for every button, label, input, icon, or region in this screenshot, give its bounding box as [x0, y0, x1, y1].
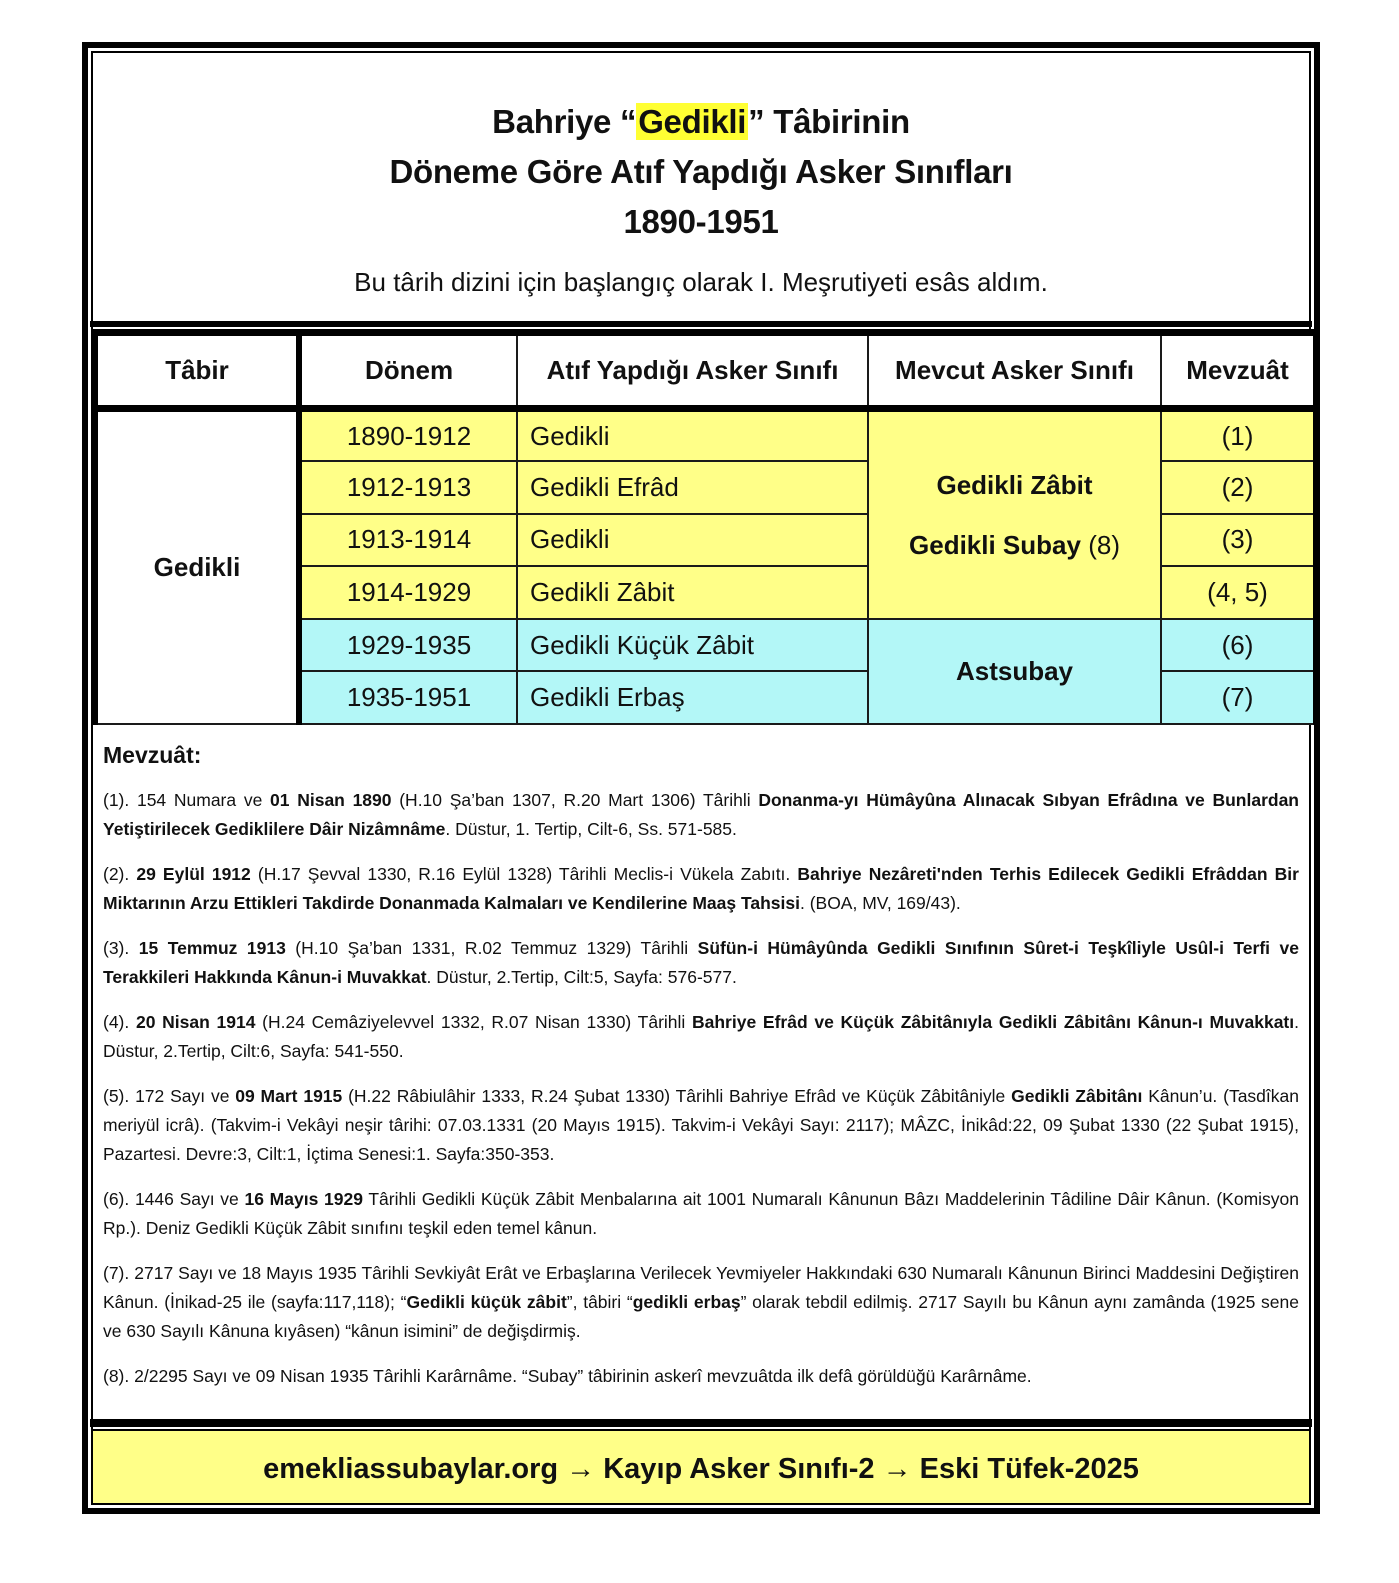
note-bold-text: Bahriye Efrâd ve Küçük Zâbitânıyla Gedikli Zâbitânı Kânun-ı Muvakkatı: [692, 1012, 1295, 1032]
atif-cell: Gedikli Erbaş: [517, 671, 868, 724]
header-donem: Dönem: [299, 333, 517, 409]
note-bold-text: Donanma-yı Hümâyûna Alınacak Sıbyan Efrâdına ve Bunlardan Yetiştirilecek Gediklilere Dâir Nizâmnâme: [103, 790, 1299, 839]
header-divider: [90, 321, 1312, 327]
note-text: . (BOA, MV, 169/43).: [799, 893, 961, 913]
note-item: [103, 934, 1299, 992]
title-highlight: Gedikli: [638, 103, 747, 140]
note-bold-text: Gedikli Zâbitânı: [1011, 1086, 1143, 1106]
title-line-1: [93, 97, 1309, 147]
donem-cell: 1912-1913: [299, 461, 517, 514]
note-text: (8). 2/2295 Sayı ve 09 Nisan 1935 Târihli Karârnâme. “Subay” tâbirinin askerî mevzuâtda ilk defâ görüldüğü Karârnâme.: [103, 1366, 1032, 1386]
atif-cell: Gedikli Efrâd: [517, 461, 868, 514]
mevcut-cell-group2: Astsubay: [868, 619, 1161, 724]
atif-cell: Gedikli Zâbit: [517, 566, 868, 619]
table-row: [95, 409, 1315, 462]
header-mevzuat: Mevzuât: [1161, 333, 1315, 409]
subtitle: Bu târih dizini için başlangıç olarak I. Meşrutiyeti esâs aldım.: [354, 267, 1048, 297]
note-item: [103, 1185, 1299, 1243]
table-wrapper: [92, 329, 1310, 725]
note-item: [103, 860, 1299, 918]
mevcut-gedikli-subay: [881, 515, 1148, 575]
donem-cell: 1929-1935: [299, 619, 517, 672]
note-bold-text: 16 Mayıs 1929: [244, 1189, 363, 1209]
note-text: . Düstur, 1. Tertip, Cilt-6, Ss. 571-585.: [445, 819, 737, 839]
note-item: [103, 1008, 1299, 1066]
document-frame: [82, 42, 1320, 1514]
note-item: [103, 1259, 1299, 1346]
title-suffix: ” Tâbirinin: [748, 103, 910, 140]
note-text: Târihli Gedikli Küçük Zâbit Menbalarına ait 1001 Numaralı Kânunun Bâzı Maddelerinin Tâdiline Dâir Kânun. (Komisyon Rp.). Deniz Gedikli Küçük Zâbit sınıfını teşkil eden temel kânun.: [103, 1189, 1300, 1238]
note-bold-text: gedikli erbaş: [632, 1292, 741, 1312]
note-item: [103, 786, 1299, 844]
donem-cell: 1935-1951: [299, 671, 517, 724]
donem-cell: 1890-1912: [299, 409, 517, 462]
note-bold-text: 20 Nisan 1914: [135, 1012, 256, 1032]
note-text: Kânun’u. (Tasdîkan meriyül icrâ). (Takvim-i Vekâyi neşir târihi: 07.03.1331 (20 Mayıs 1915). Takvim-i Vekâyi Sayı: 2117); MÂZC, İnikâd:22, 09 Şubat 1330 (22 Şubat 1915), Pazartesi. Devre:3, Cilt:1, İçtima Senesi:1. Sayfa:350-353.: [103, 1086, 1299, 1164]
atif-cell: Gedikli Küçük Zâbit: [517, 619, 868, 672]
note-text: (6). 1446 Sayı ve: [103, 1189, 245, 1209]
note-text: (H.17 Şevval 1330, R.16 Eylül 1328) Târihli Meclis-i Vükela Zabıtı.: [250, 864, 798, 884]
document-header: [93, 53, 1309, 321]
mevzuat-cell: (1): [1161, 409, 1315, 462]
note-bold-text: Süfün-i Hümâyûnda Gedikli Sınıfının Sûret-i Teşkîliyle Usûl-i Terfi ve Terakkileri Hakkında Kânun-i Muvakkat: [103, 938, 1299, 987]
note-text: ” olarak tebdil edilmiş. 2717 Sayılı bu Kânun aynı zamânda (1925 sene ve 630 Sayılı Kânuna kıyâsen) “kânun isimini” de değişdirmiş.: [103, 1292, 1299, 1341]
note-text: (7). 2717 Sayı ve 18 Mayıs 1935 Târihli Sevkiyât Erât ve Erbaşlarına Verilecek Yevmiyeler Hakkındaki 630 Numaralı Kânunun Birinci Maddesini Değiştiren Kânun. (İnikad-25 ile (sayfa:117,118); “: [103, 1263, 1299, 1312]
mevzuat-cell: (4, 5): [1161, 566, 1315, 619]
legislation-notes: [103, 741, 1299, 1407]
mevzuat-cell: (7): [1161, 671, 1315, 724]
title-prefix: Bahriye “: [492, 103, 637, 140]
note-bold-text: 15 Temmuz 1913: [138, 938, 286, 958]
note-text: (H.10 Şa’ban 1307, R.20 Mart 1306) Târihli: [391, 790, 759, 810]
title-line-2: Döneme Göre Atıf Yapdığı Asker Sınıfları: [389, 153, 1013, 190]
note-bold-text: Bahriye Nezâreti'nden Terhis Edilecek Gedikli Efrâddan Bir Miktarının Arzu Ettikleri Takdirde Donanmada Kalmaları ve Kendilerine Maaş Tahsisi: [103, 864, 1299, 913]
note-bold-text: Gedikli küçük zâbit: [406, 1292, 567, 1312]
tabir-cell: Gedikli: [95, 409, 299, 725]
mevcut-subay-label: Gedikli Subay: [909, 529, 1081, 560]
note-text: . Düstur, 2.Tertip, Cilt:6, Sayfa: 541-550.: [103, 1012, 1299, 1061]
mevcut-subay-ref: (8): [1088, 529, 1120, 560]
note-text: (H.22 Râbiulâhir 1333, R.24 Şubat 1330) Târihli Bahriye Efrâd ve Küçük Zâbitâniyle: [342, 1086, 1012, 1106]
note-text: (H.10 Şa’ban 1331, R.02 Temmuz 1329) Târihli: [285, 938, 698, 958]
header-atif: Atıf Yapdığı Asker Sınıfı: [517, 333, 868, 409]
mevzuat-cell: (2): [1161, 461, 1315, 514]
atif-cell: Gedikli: [517, 409, 868, 462]
note-bold-text: 29 Eylül 1912: [136, 864, 251, 884]
mevcut-cell-group1: [868, 409, 1161, 619]
footer-banner: [93, 1429, 1309, 1503]
atif-cell: Gedikli: [517, 514, 868, 567]
note-text: (5). 172 Sayı ve: [103, 1086, 236, 1106]
notes-list: [103, 786, 1299, 1391]
table-header-row: [95, 333, 1315, 409]
note-item: [103, 1082, 1299, 1169]
title-block: [93, 53, 1309, 247]
note-text: (3).: [103, 938, 139, 958]
note-text: (4).: [103, 1012, 136, 1032]
note-text: (2).: [103, 864, 137, 884]
mevcut-gedikli-zabit: Gedikli Zâbit: [936, 469, 1093, 500]
note-bold-text: 09 Mart 1915: [235, 1086, 343, 1106]
note-text: (1). 154 Numara ve: [103, 790, 271, 810]
donem-cell: 1913-1914: [299, 514, 517, 567]
note-bold-text: 01 Nisan 1890: [270, 790, 392, 810]
notes-heading: Mevzuât:: [103, 742, 202, 768]
note-text: (H.24 Cemâziyelevvel 1332, R.07 Nisan 1330) Târihli: [255, 1012, 692, 1032]
note-item: [103, 1362, 1299, 1391]
donem-cell: 1914-1929: [299, 566, 517, 619]
footer-text: emekliassubaylar.org → Kayıp Asker Sınıfı-2 → Eski Tüfek-2025: [263, 1453, 1139, 1485]
header-mevcut: Mevcut Asker Sınıfı: [868, 333, 1161, 409]
header-tabir: Tâbir: [95, 333, 299, 409]
document-inner-frame: [91, 51, 1311, 1505]
footer-divider: [90, 1419, 1312, 1427]
mevzuat-cell: (6): [1161, 619, 1315, 672]
note-text: . Düstur, 2.Tertip, Cilt:5, Sayfa: 576-577.: [426, 967, 737, 987]
mevzuat-cell: (3): [1161, 514, 1315, 567]
gedikli-table: [92, 329, 1317, 725]
title-line-3: 1890-1951: [623, 203, 779, 240]
note-text: ”, tâbiri “: [566, 1292, 633, 1312]
